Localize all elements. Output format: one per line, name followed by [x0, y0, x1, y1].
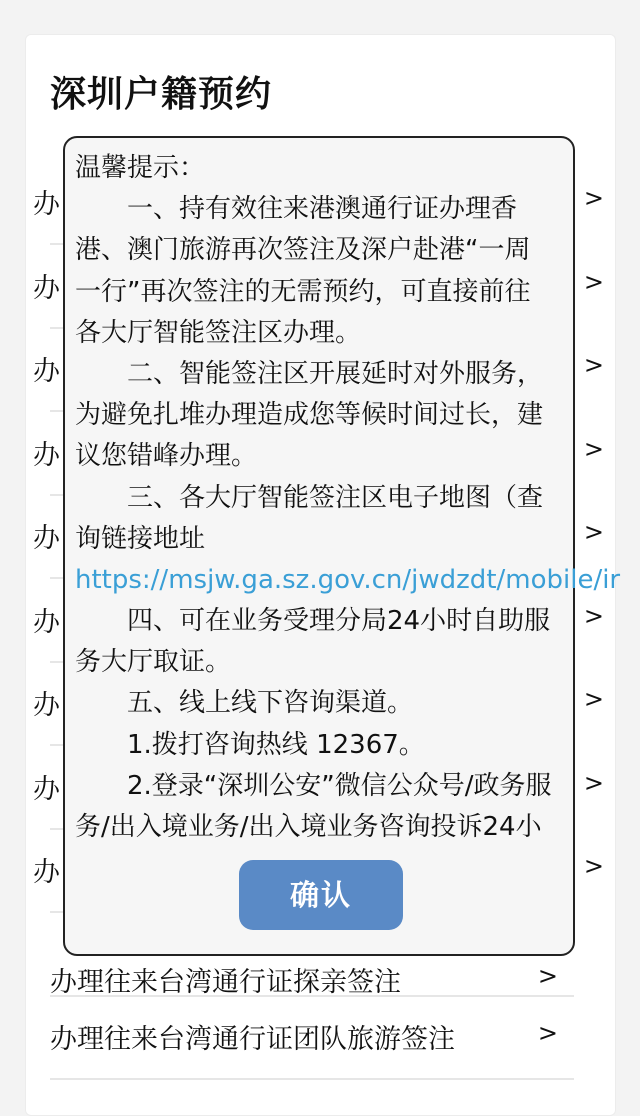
- page-title: 深圳户籍预约: [50, 74, 273, 115]
- map-link[interactable]: https://msjw.ga.sz.gov.cn/jwdzdt/mobile/ir: [75, 564, 621, 595]
- notice-line: 务/出入境业务/出入境业务咨询投诉24小: [75, 812, 542, 842]
- notice-line: 五、线上线下咨询渠道。: [127, 688, 414, 719]
- list-item-label: 办理往来台湾通行证探亲签注: [50, 966, 401, 998]
- list-item-label: 办: [33, 272, 60, 304]
- list-item-label: 办理往来台湾通行证团队旅游签注: [50, 1024, 455, 1055]
- notice-line: 一行”再次签注的无需预约，可直接前往: [75, 276, 531, 307]
- notice-heading: 温馨提示：: [75, 153, 206, 183]
- notice-line: 务大厅取证。: [75, 647, 232, 678]
- notice-line: 为避免扎堆办理造成您等候时间过长，建: [75, 400, 544, 431]
- notice-line: 三、各大厅智能签注区电子地图（查: [127, 482, 544, 513]
- chevron-right-icon: >: [537, 961, 558, 990]
- notice-line: 港、澳门旅游再次签注及深户赴港“一周: [75, 235, 531, 266]
- notice-content[interactable]: [75, 148, 621, 842]
- notice-line: 一、持有效往来港澳通行证办理香: [127, 194, 518, 225]
- chevron-right-icon: >: [583, 768, 604, 797]
- confirm-button[interactable]: 确认: [239, 860, 403, 930]
- list-item-label: 办: [33, 690, 60, 721]
- list-item-label: 办: [33, 857, 60, 888]
- list-item-label: 办: [33, 189, 60, 220]
- list-item-label: 办: [33, 606, 60, 638]
- chevron-right-icon: >: [537, 1019, 558, 1047]
- list-item-label: 办: [33, 356, 60, 387]
- notice-line: 各大厅智能签注区办理。: [75, 317, 362, 348]
- list-item-label: 办: [33, 773, 60, 805]
- notice-line: 议您错峰办理。: [75, 441, 258, 472]
- chevron-right-icon: >: [583, 685, 604, 713]
- notice-line: 1.拨打咨询热线 12367。: [127, 729, 425, 760]
- chevron-right-icon: >: [583, 434, 604, 463]
- notice-line: 询链接地址: [75, 523, 206, 554]
- chevron-right-icon: >: [583, 351, 604, 379]
- chevron-right-icon: >: [583, 518, 604, 546]
- notice-dialog: [63, 136, 621, 956]
- list-item-label: 办: [33, 439, 60, 471]
- chevron-right-icon: >: [583, 852, 604, 880]
- notice-line: 2.登录“深圳公安”微信公众号/政务服: [127, 770, 552, 801]
- list-item-label: 办: [33, 523, 60, 554]
- notice-line: 四、可在业务受理分局24小时自助服: [127, 606, 551, 637]
- chevron-right-icon: >: [583, 267, 604, 296]
- notice-line: 二、智能签注区开展延时对外服务，: [127, 358, 544, 389]
- chevron-right-icon: >: [583, 601, 604, 630]
- chevron-right-icon: >: [583, 184, 604, 212]
- list-item[interactable]: [50, 995, 574, 1080]
